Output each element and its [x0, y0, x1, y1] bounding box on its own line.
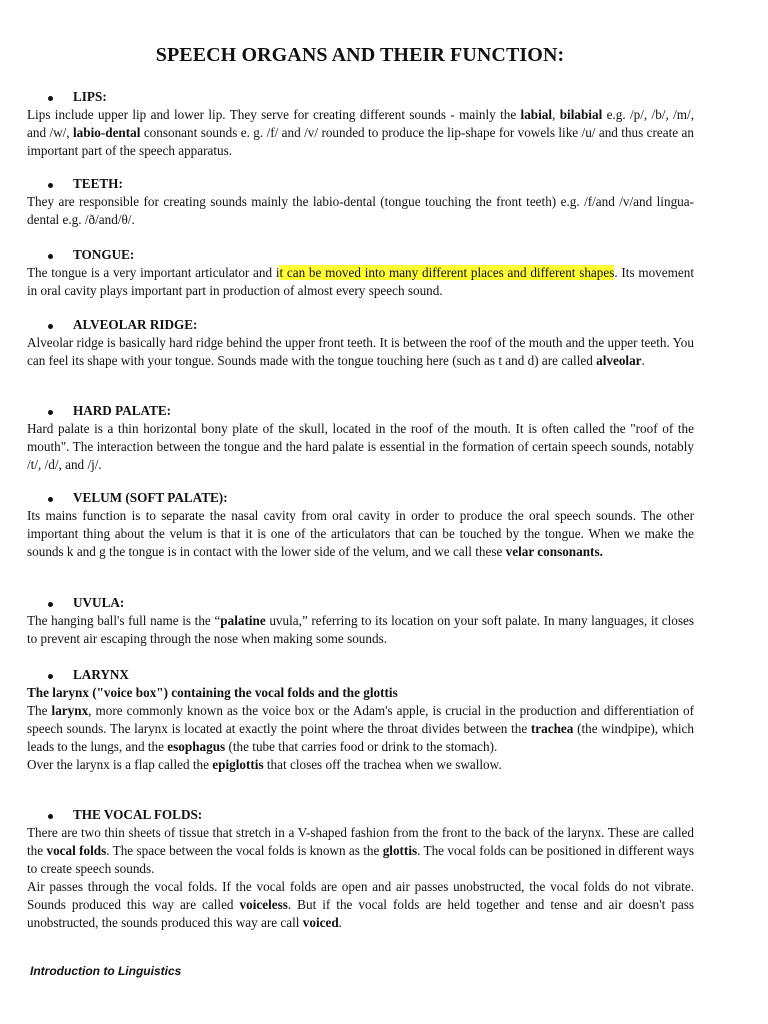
section-paragraph: Its mains function is to separate the nasal cavity from oral cavity in order to produce the oral speech sounds. The other important thing about the velum is that it is one of the articulators that can be touched by the tongue. When we make the sounds k and g the tongue is in contact with the lower side of the velum, and we call these velar consonants. — [27, 508, 694, 559]
bullet-icon — [48, 497, 53, 502]
page-title: SPEECH ORGANS AND THEIR FUNCTION: — [155, 44, 565, 66]
section-paragraph: Alveolar ridge is basically hard ridge behind the upper front teeth. It is between the roof of the mouth and the upper teeth. You can feel its shape with your tongue. Sounds made with the tongue touching here (such as t and d) are called alveolar. — [27, 335, 694, 368]
section-heading: VELUM (SOFT PALATE): — [27, 489, 694, 507]
section-paragraph: Air passes through the vocal folds. If the vocal folds are open and air passes unobstructed, the vocal folds do not vibrate. Sounds produced this way are called voiceless. But if the vocal folds are held together and tense and air doesn't pass unobstructed, the sounds produced this way are call voiced. — [27, 879, 694, 930]
section-heading: HARD PALATE: — [27, 402, 694, 420]
section-paragraph: They are responsible for creating sounds mainly the labio-dental (tongue touching the front teeth) e.g. /f/and /v/and lingua-dental e.g. /ð/and/θ/. — [27, 194, 694, 227]
section-subheading: The larynx ("voice box") containing the vocal folds and the glottis — [27, 685, 398, 700]
bullet-icon — [48, 183, 53, 188]
bullet-icon — [48, 674, 53, 679]
section-tongue — [27, 246, 694, 300]
bullet-icon — [48, 254, 53, 259]
section-heading: ALVEOLAR RIDGE: — [27, 316, 694, 334]
bullet-icon — [48, 96, 53, 101]
section-paragraph: Over the larynx is a flap called the epiglottis that closes off the trachea when we swallow. — [27, 757, 502, 772]
section-heading: LIPS: — [27, 88, 694, 106]
section-vocal-folds — [27, 806, 694, 932]
section-heading: TEETH: — [27, 175, 694, 193]
section-paragraph: There are two thin sheets of tissue that stretch in a V-shaped fashion from the front to the back of the larynx. These are called the vocal folds. The space between the vocal folds is known as the glottis. The vocal folds can be positioned in different ways to create speech sounds. — [27, 825, 694, 876]
section-teeth — [27, 175, 694, 229]
bullet-icon — [48, 814, 53, 819]
section-paragraph: The hanging ball's full name is the “palatine uvula,” referring to its location on your soft palate. In many languages, it closes to prevent air escaping through the nose when making some sounds. — [27, 613, 695, 646]
bullet-icon — [48, 602, 53, 607]
section-alveolar-ridge — [27, 316, 694, 370]
highlighted-text: t can be moved into many different places and different shapes — [279, 265, 615, 280]
section-paragraph: The larynx, more commonly known as the voice box or the Adam's apple, is crucial in the production and differentiation of speech sounds. The larynx is located at exactly the point where the throat divides between the trachea (the windpipe), which leads to the lungs, and the esophagus (the tube that carries food or drink to the stomach). — [27, 703, 694, 754]
section-heading: TONGUE: — [27, 246, 694, 264]
bullet-icon — [48, 410, 53, 415]
section-paragraph: The tongue is a very important articulator and it can be moved into many different places and different shapes. Its movement in oral cavity plays important part in production of almost every speech sound. — [27, 265, 694, 298]
page-footer: Introduction to Linguistics — [30, 964, 182, 978]
bullet-icon — [48, 324, 53, 329]
section-heading: LARYNX — [27, 666, 694, 684]
section-larynx — [27, 666, 694, 774]
section-uvula — [27, 594, 694, 648]
section-paragraph: Lips include upper lip and lower lip. They serve for creating different sounds - mainly the labial, bilabial e.g. /p/, /b/, /m/, and /w/, labio-dental consonant sounds e. g. /f/ and /v/ rounded to produce the lip-shape for vowels like /u/ and thus create an important part of the speech apparatus. — [27, 107, 694, 158]
section-velum — [27, 489, 694, 561]
section-heading: THE VOCAL FOLDS: — [27, 806, 694, 824]
section-lips — [27, 88, 694, 160]
section-hard-palate — [27, 402, 694, 474]
section-heading: UVULA: — [27, 594, 694, 612]
section-paragraph: Hard palate is a thin horizontal bony plate of the skull, located in the roof of the mouth. It is often called the "roof of the mouth". The interaction between the tongue and the hard palate is essential in the formation of certain speech sounds, notably /t/, /d/, and /j/. — [27, 421, 694, 472]
